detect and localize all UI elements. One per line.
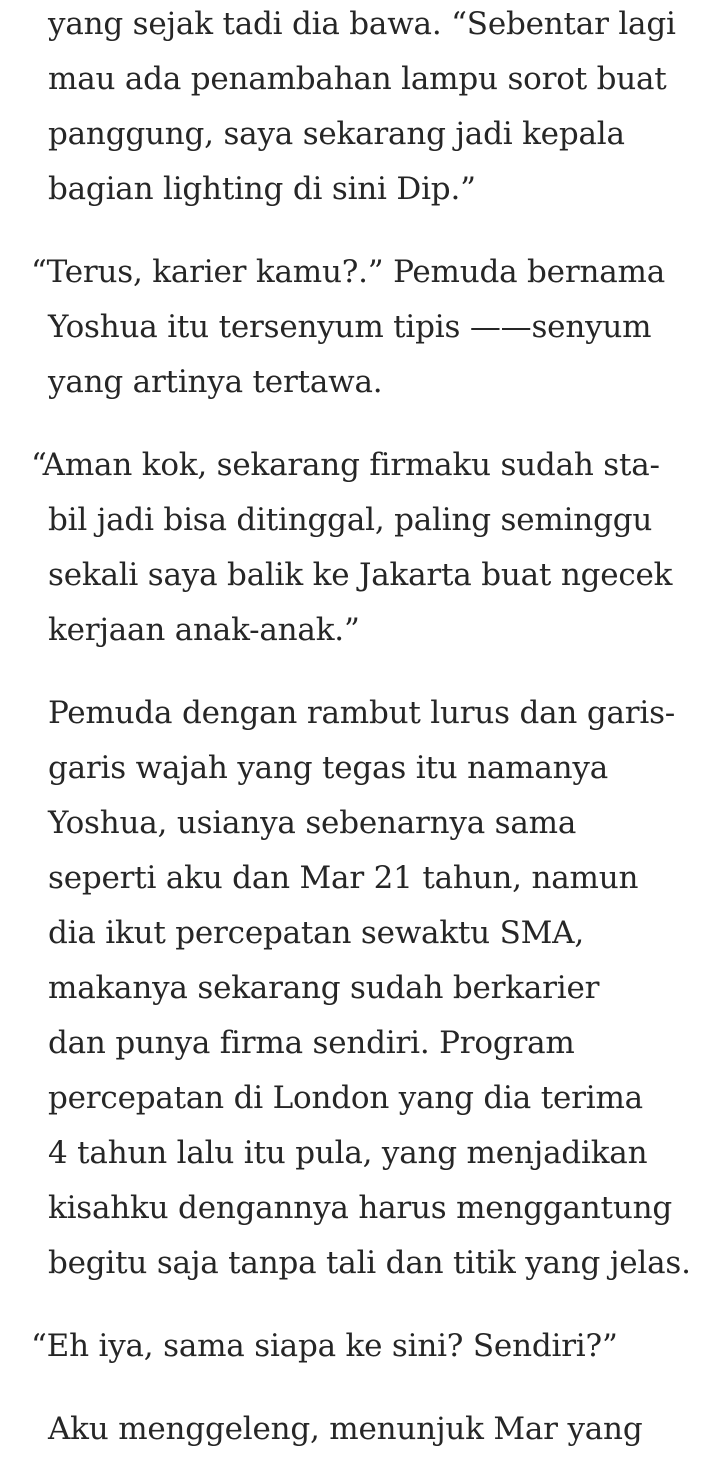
text-line: “Terus, karier kamu?.” Pemuda bernama: [31, 254, 665, 290]
text-line: panggung, saya sekarang jadi kepala: [48, 116, 625, 152]
text-line: dan punya firma sendiri. Program: [48, 1025, 575, 1061]
text-line: dia ikut percepatan sewaktu SMA,: [48, 915, 585, 951]
text-line: kisahku dengannya harus menggantung: [48, 1190, 672, 1226]
text-line: bagian lighting di sini Dip.”: [48, 171, 476, 207]
text-line: percepatan di London yang dia terima: [48, 1080, 643, 1116]
text-line: yang sejak tadi dia bawa. “Sebentar lagi: [48, 6, 676, 42]
text-line: Yoshua itu tersenyum tipis ——senyum: [48, 309, 652, 345]
text-line: bil jadi bisa ditinggal, paling seminggu: [48, 502, 653, 538]
text-line: Aku menggeleng, menunjuk Mar yang: [48, 1411, 643, 1447]
text-line: Yoshua, usianya sebenarnya sama: [48, 805, 577, 841]
text-line: garis wajah yang tegas itu namanya: [48, 750, 608, 786]
text-line: “Aman kok, sekarang firmaku sudah sta-: [31, 447, 660, 483]
text-line: “Eh iya, sama siapa ke sini? Sendiri?”: [31, 1328, 618, 1364]
text-line: 4 tahun lalu itu pula, yang menjadikan: [48, 1135, 648, 1171]
text-line: makanya sekarang sudah berkarier: [48, 970, 600, 1006]
text-line: sekali saya balik ke Jakarta buat ngecek: [48, 557, 673, 593]
text-line: kerjaan anak-anak.”: [48, 612, 360, 648]
text-line: mau ada penambahan lampu sorot buat: [48, 61, 667, 97]
text-line: seperti aku dan Mar 21 tahun, namun: [48, 860, 639, 896]
text-line: Pemuda dengan rambut lurus dan garis-: [48, 695, 676, 731]
text-line: yang artinya tertawa.: [48, 364, 383, 400]
text-line: begitu saja tanpa tali dan titik yang jelas.: [48, 1245, 691, 1281]
